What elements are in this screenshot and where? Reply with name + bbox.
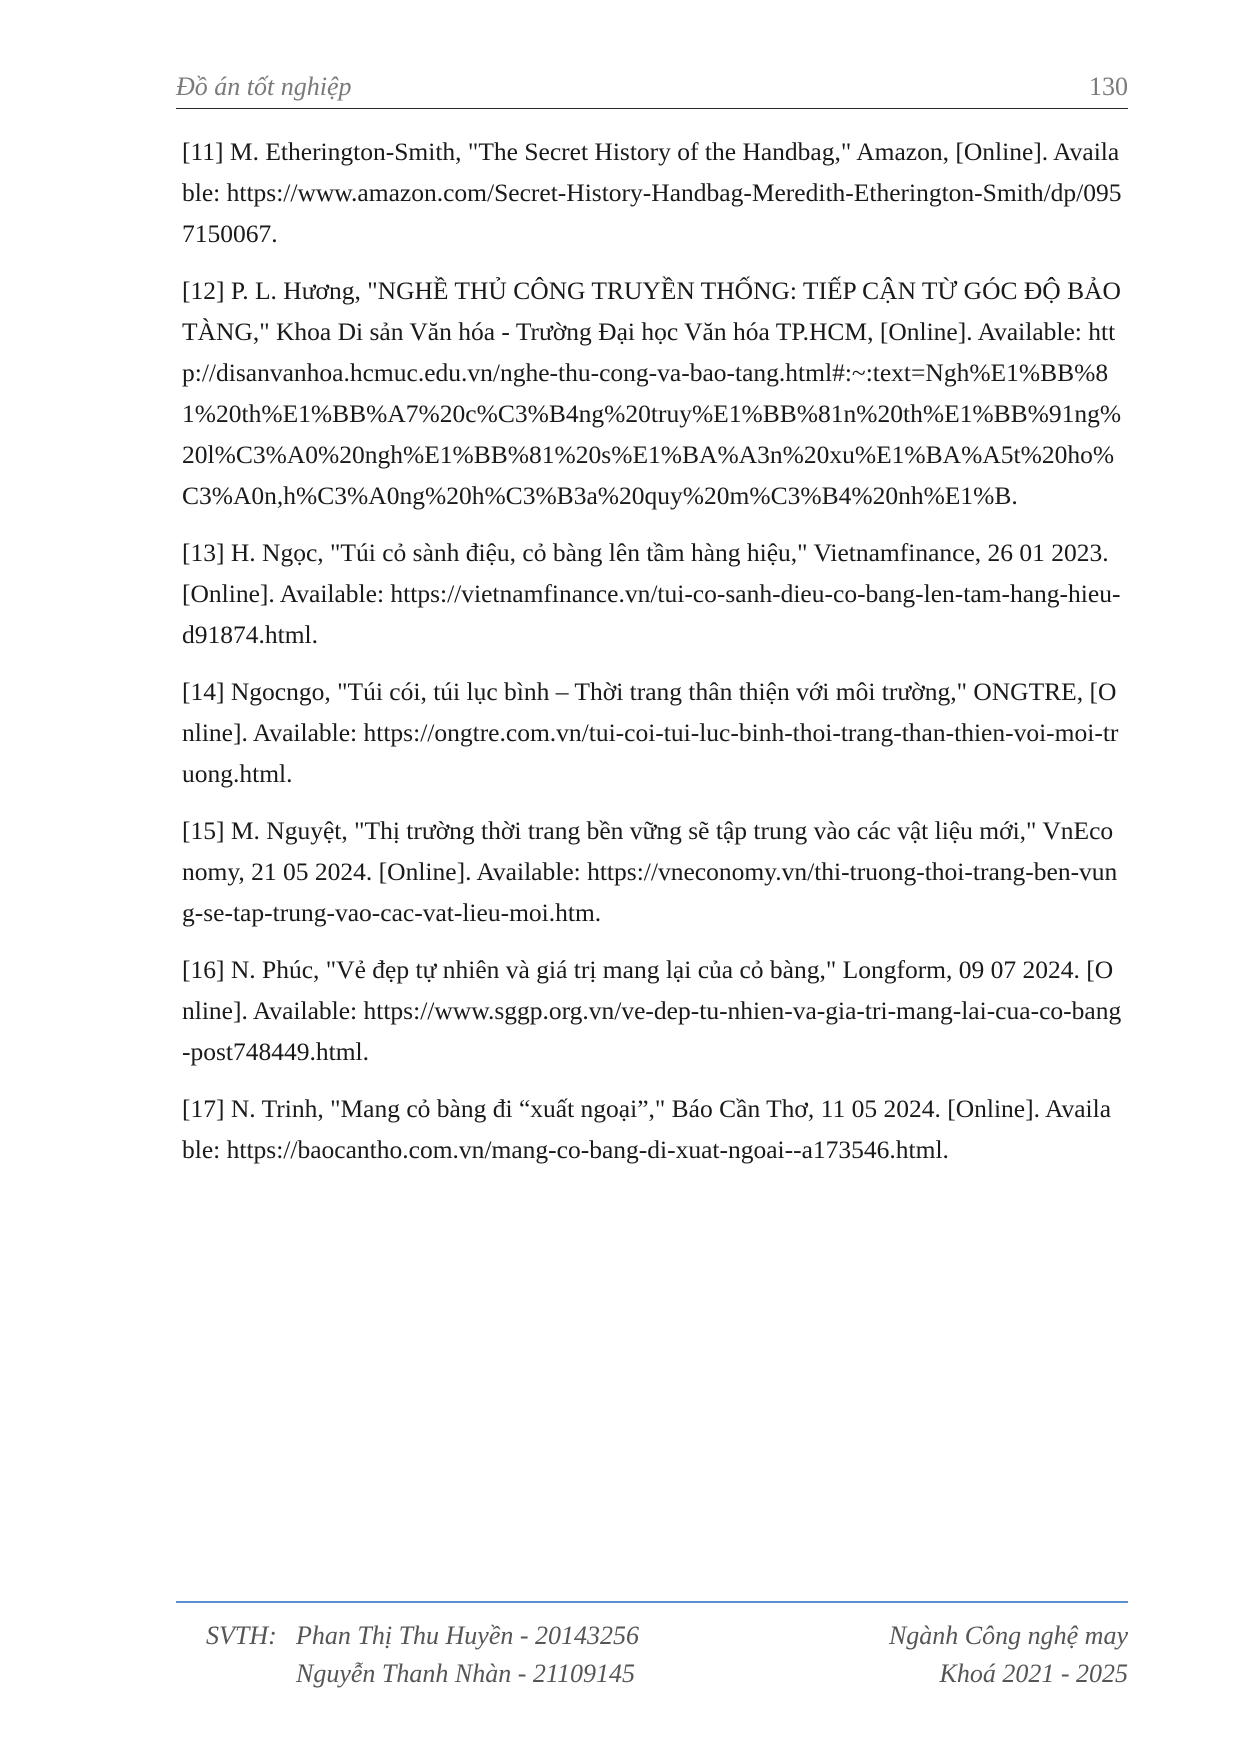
student-info xyxy=(206,1617,639,1693)
reference-item: [17] N. Trinh, "Mang cỏ bàng đi “xuất ngoại”," Báo Cần Thơ, 11 05 2024. [Online]. Available: https://baocantho.com.vn/mang-co-bang-di-xuat-ngoai--a173546.html. xyxy=(182,1094,1112,1164)
reference-list xyxy=(182,131,1122,1186)
reference-item: [16] N. Phúc, "Vẻ đẹp tự nhiên và giá trị mang lại của cỏ bàng," Longform, 09 07 2024. [Online]. Available: https://www.sggp.org.vn/ve-dep-tu-nhien-va-gia-tri-mang-lai-cua-co-bang-post748449.html. xyxy=(182,955,1122,1066)
student-name-1: Phan Thị Thu Huyền - 20143256 xyxy=(296,1621,640,1650)
reference-item: [15] M. Nguyệt, "Thị trường thời trang bền vững sẽ tập trung vào các vật liệu mới," VnEconomy, 21 05 2024. [Online]. Available: https://vneconomy.vn/thi-truong-thoi-trang-ben-vung-se-tap-trung-vao-cac-vat-lieu-moi.htm. xyxy=(182,816,1118,927)
major-name: Ngành Công nghệ may xyxy=(888,1621,1128,1650)
page-header xyxy=(176,70,1128,109)
footer-divider xyxy=(176,1601,1128,1603)
program-info xyxy=(889,1617,1128,1693)
page-footer xyxy=(176,1617,1128,1697)
page-number: 130 xyxy=(1089,72,1128,101)
reference-item: [13] H. Ngọc, "Túi cỏ sành điệu, cỏ bàng lên tầm hàng hiệu," Vietnamfinance, 26 01 2023. [Online]. Available: https://vietnamfinance.vn/tui-co-sanh-dieu-co-bang-len-tam-hang-hieu-d91874.html. xyxy=(182,538,1121,649)
reference-item: [14] Ngocngo, "Túi cói, túi lục bình – Thời trang thân thiện với môi trường," ONGTRE, [Online]. Available: https://ongtre.com.vn/tui-coi-tui-luc-binh-thoi-trang-than-thien-voi-moi-truong.html. xyxy=(182,677,1119,788)
reference-item: [12] P. L. Hương, "NGHỀ THỦ CÔNG TRUYỀN THỐNG: TIẾP CẬN TỪ GÓC ĐỘ BẢO TÀNG," Khoa Di sản Văn hóa - Trường Đại học Văn hóa TP.HCM, [Online]. Available: http://disanvanhoa.hcmuc.edu.vn/nghe-thu-cong-va-bao-tang.html#:~:text=Ngh%E1%BB%81%20th%E1%BB%A7%20c%C3%B4ng%20truy%E1%BB%81n%20th%E1%BB%91ng%20l%C3%A0%20ngh%E1%BB%81%20s%E1%BA%A3n%20xu%E1%BA%A5t%20ho%C3%A0n,h%C3%A0ng%20h%C3%B3a%20quy%20m%C3%B4%20nh%E1%B. xyxy=(182,276,1122,510)
document-title: Đồ án tốt nghiệp xyxy=(176,72,352,101)
svth-label: SVTH: xyxy=(206,1621,277,1650)
reference-item: [11] M. Etherington-Smith, "The Secret History of the Handbag," Amazon, [Online]. Available: https://www.amazon.com/Secret-History-Handbag-Meredith-Etherington-Smith/dp/0957150067. xyxy=(182,137,1122,248)
student-name-2: Nguyễn Thanh Nhàn - 21109145 xyxy=(296,1659,635,1688)
cohort-years: Khoá 2021 - 2025 xyxy=(939,1659,1128,1688)
